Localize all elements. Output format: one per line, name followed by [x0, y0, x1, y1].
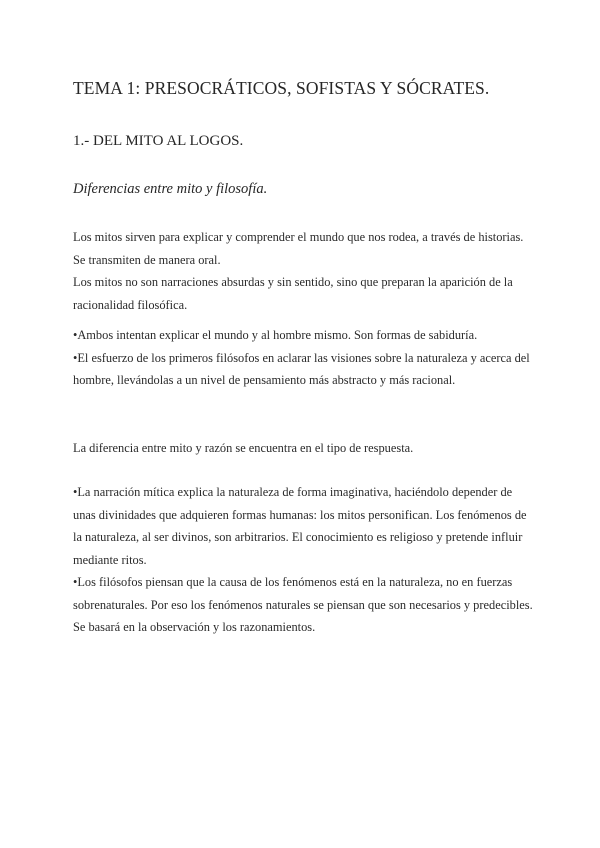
bullet-paragraph: •La narración mítica explica la naturaleza de forma imaginativa, haciéndolo depender de unas divinidades que adquieren formas humanas: los mitos personifican. Los fenómenos de la naturaleza, al ser divinos, son arbitrarios. El conocimiento es religioso y pretende influir mediante ritos. [73, 485, 527, 567]
section-heading: 1.- DEL MITO AL LOGOS. [73, 133, 244, 149]
paragraph: Los mitos no son narraciones absurdas y sin sentido, sino que preparan la aparición de la racionalidad filosófica. [73, 275, 513, 312]
paragraph: Los mitos sirven para explicar y comprender el mundo que nos rodea, a través de historias. Se transmiten de manera oral. [73, 230, 524, 267]
paragraph-block-myths [73, 226, 533, 316]
bullet-paragraph: •Ambos intentan explicar el mundo y al hombre mismo. Son formas de sabiduría. [73, 328, 478, 342]
bullet-paragraph: •El esfuerzo de los primeros filósofos en aclarar las visiones sobre la naturaleza y acerca del hombre, llevándolas a un nivel de pensamiento más abstracto y más racional. [73, 350, 530, 387]
subsection-heading: Diferencias entre mito y filosofía. [73, 181, 268, 197]
bullet-paragraph: •Los filósofos piensan que la causa de los fenómenos está en la naturaleza, no en fuerzas sobrenaturales. Por eso los fenómenos naturales se piensan que son necesarios y predecibles. Se basará en la observación y los razonamientos. [73, 575, 533, 634]
paragraph-block-similarities [73, 324, 533, 392]
paragraph-block-difference [73, 437, 533, 460]
paragraph: La diferencia entre mito y razón se encuentra en el tipo de respuesta. [73, 441, 414, 455]
document-title: TEMA 1: PRESOCRÁTICOS, SOFISTAS Y SÓCRATES. [73, 78, 490, 98]
paragraph-block-contrast [73, 481, 533, 639]
